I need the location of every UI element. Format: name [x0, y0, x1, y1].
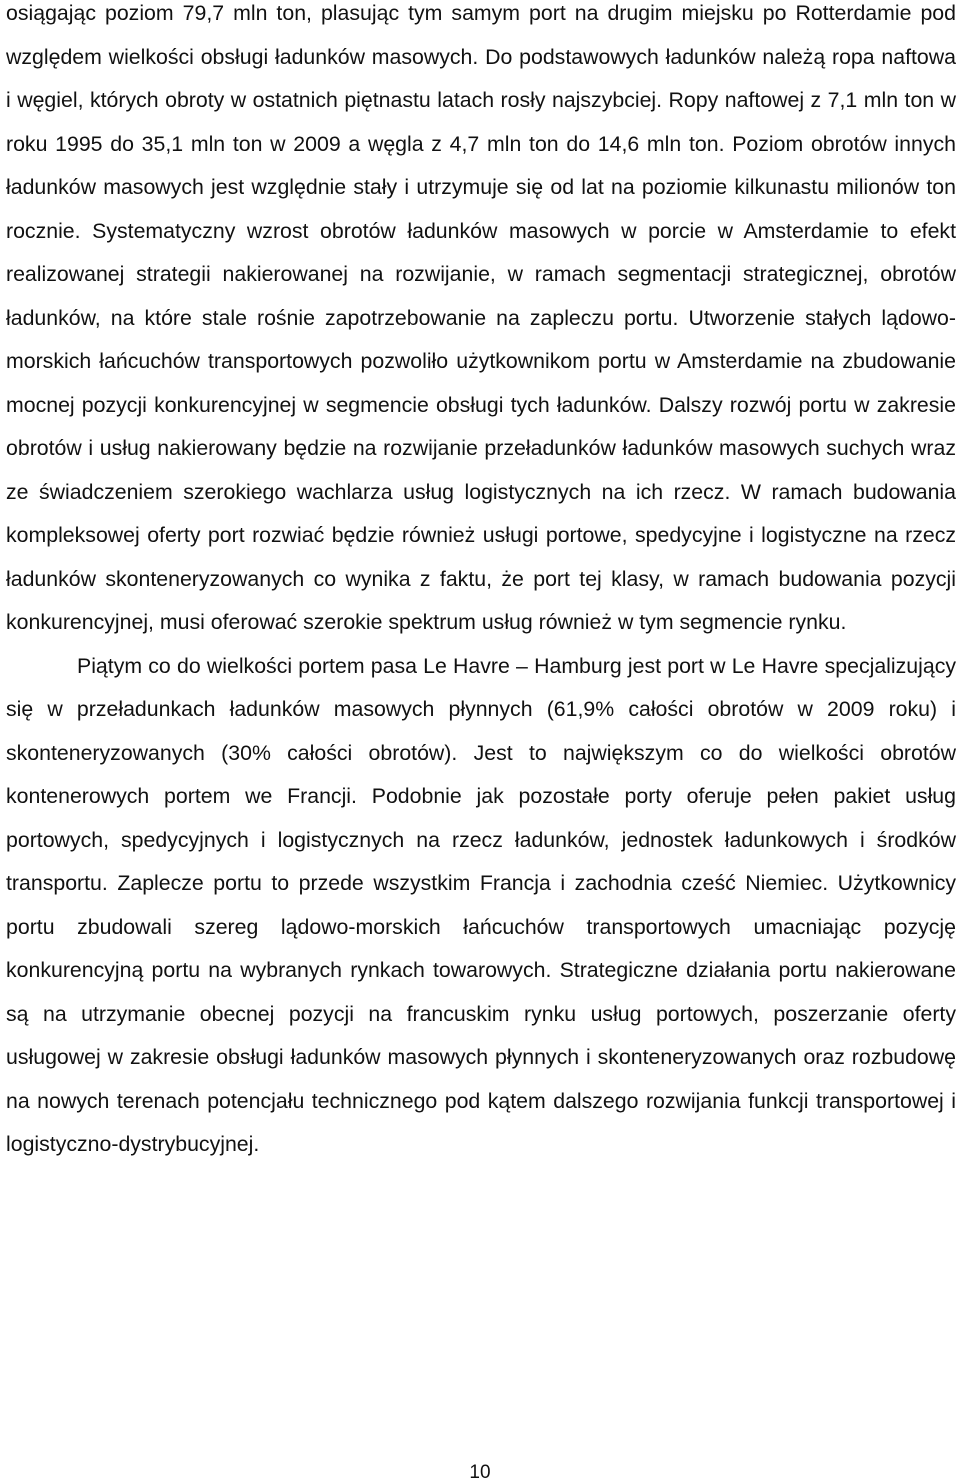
paragraph-amsterdam: osiągając poziom 79,7 mln ton, plasując tym samym port na drugim miejsku po Rotterdamie pod względem wielkości obsługi ładunków masowych. Do podstawowych ładunków należą ropa naftowa i węgiel, których obroty w ostatnich piętnastu latach rosły najszybciej. Ropy naftowej z 7,1 mln ton w roku 1995 do 35,1 mln ton w 2009 a węgla z 4,7 mln ton do 14,6 mln ton. Poziom obrotów innych ładunków masowych jest względnie stały i utrzymuje się od lat na poziomie kilkunastu milionów ton rocznie. Systematyczny wzrost obrotów ładunków masowych w porcie w Amsterdamie to efekt realizowanej strategii nakierowanej na rozwijanie, w ramach segmentacji strategicznej, obrotów ładunków, na które stale rośnie zapotrzebowanie na zapleczu portu. Utworzenie stałych lądowo-morskich łańcuchów transportowych pozwoliło użytkownikom portu w Amsterdamie na zbudowanie mocnej pozycji konkurencyjnej w segmencie obsługi tych ładunków. Dalszy rozwój portu w zakresie obrotów i usług nakierowany będzie na rozwijanie przeładunków ładunków masowych suchych wraz ze świadczeniem szerokiego wachlarza usług logistycznych na ich rzecz. W ramach budowania kompleksowej oferty port rozwiać będzie również usługi portowe, spedycyjne i logistyczne na rzecz ładunków skonteneryzowanych co wynika z faktu, że port tej klasy, w ramach budowania pozycji konkurencyjnej, musi oferować szerokie spektrum usług również w tym segmencie rynku. — [6, 1, 956, 634]
paragraph-le-havre: Piątym co do wielkości portem pasa Le Havre – Hamburg jest port w Le Havre specjalizujący się w przeładunkach ładunków masowych płynnych (61,9% całości obrotów w 2009 roku) i skonteneryzowanych (30% całości obrotów). Jest to największym co do wielkości obrotów kontenerowych portem we Francji. Podobnie jak pozostałe porty oferuje pełen pakiet usług portowych, spedycyjnych i logistycznych na rzecz ładunków, jednostek ładunkowych i środków transportu. Zaplecze portu to przede wszystkim Francja i zachodnia cześć Niemiec. Użytkownicy portu zbudowali szereg lądowo-morskich łańcuchów transportowych umacniając pozycję konkurencyjną portu na wybranych rynkach towarowych. Strategiczne działania portu nakierowane są na utrzymanie obecnej pozycji na francuskim rynku usług portowych, poszerzanie oferty usługowej w zakresie obsługi ładunków masowych płynnych i skonteneryzowanych oraz rozbudowę na nowych terenach potencjału technicznego pod kątem dalszego rozwijania funkcji transportowej i logistyczno-dystrybucyjnej. — [6, 653, 956, 1156]
document-body — [6, 0, 956, 1167]
page-number: 10 — [469, 1462, 491, 1483]
